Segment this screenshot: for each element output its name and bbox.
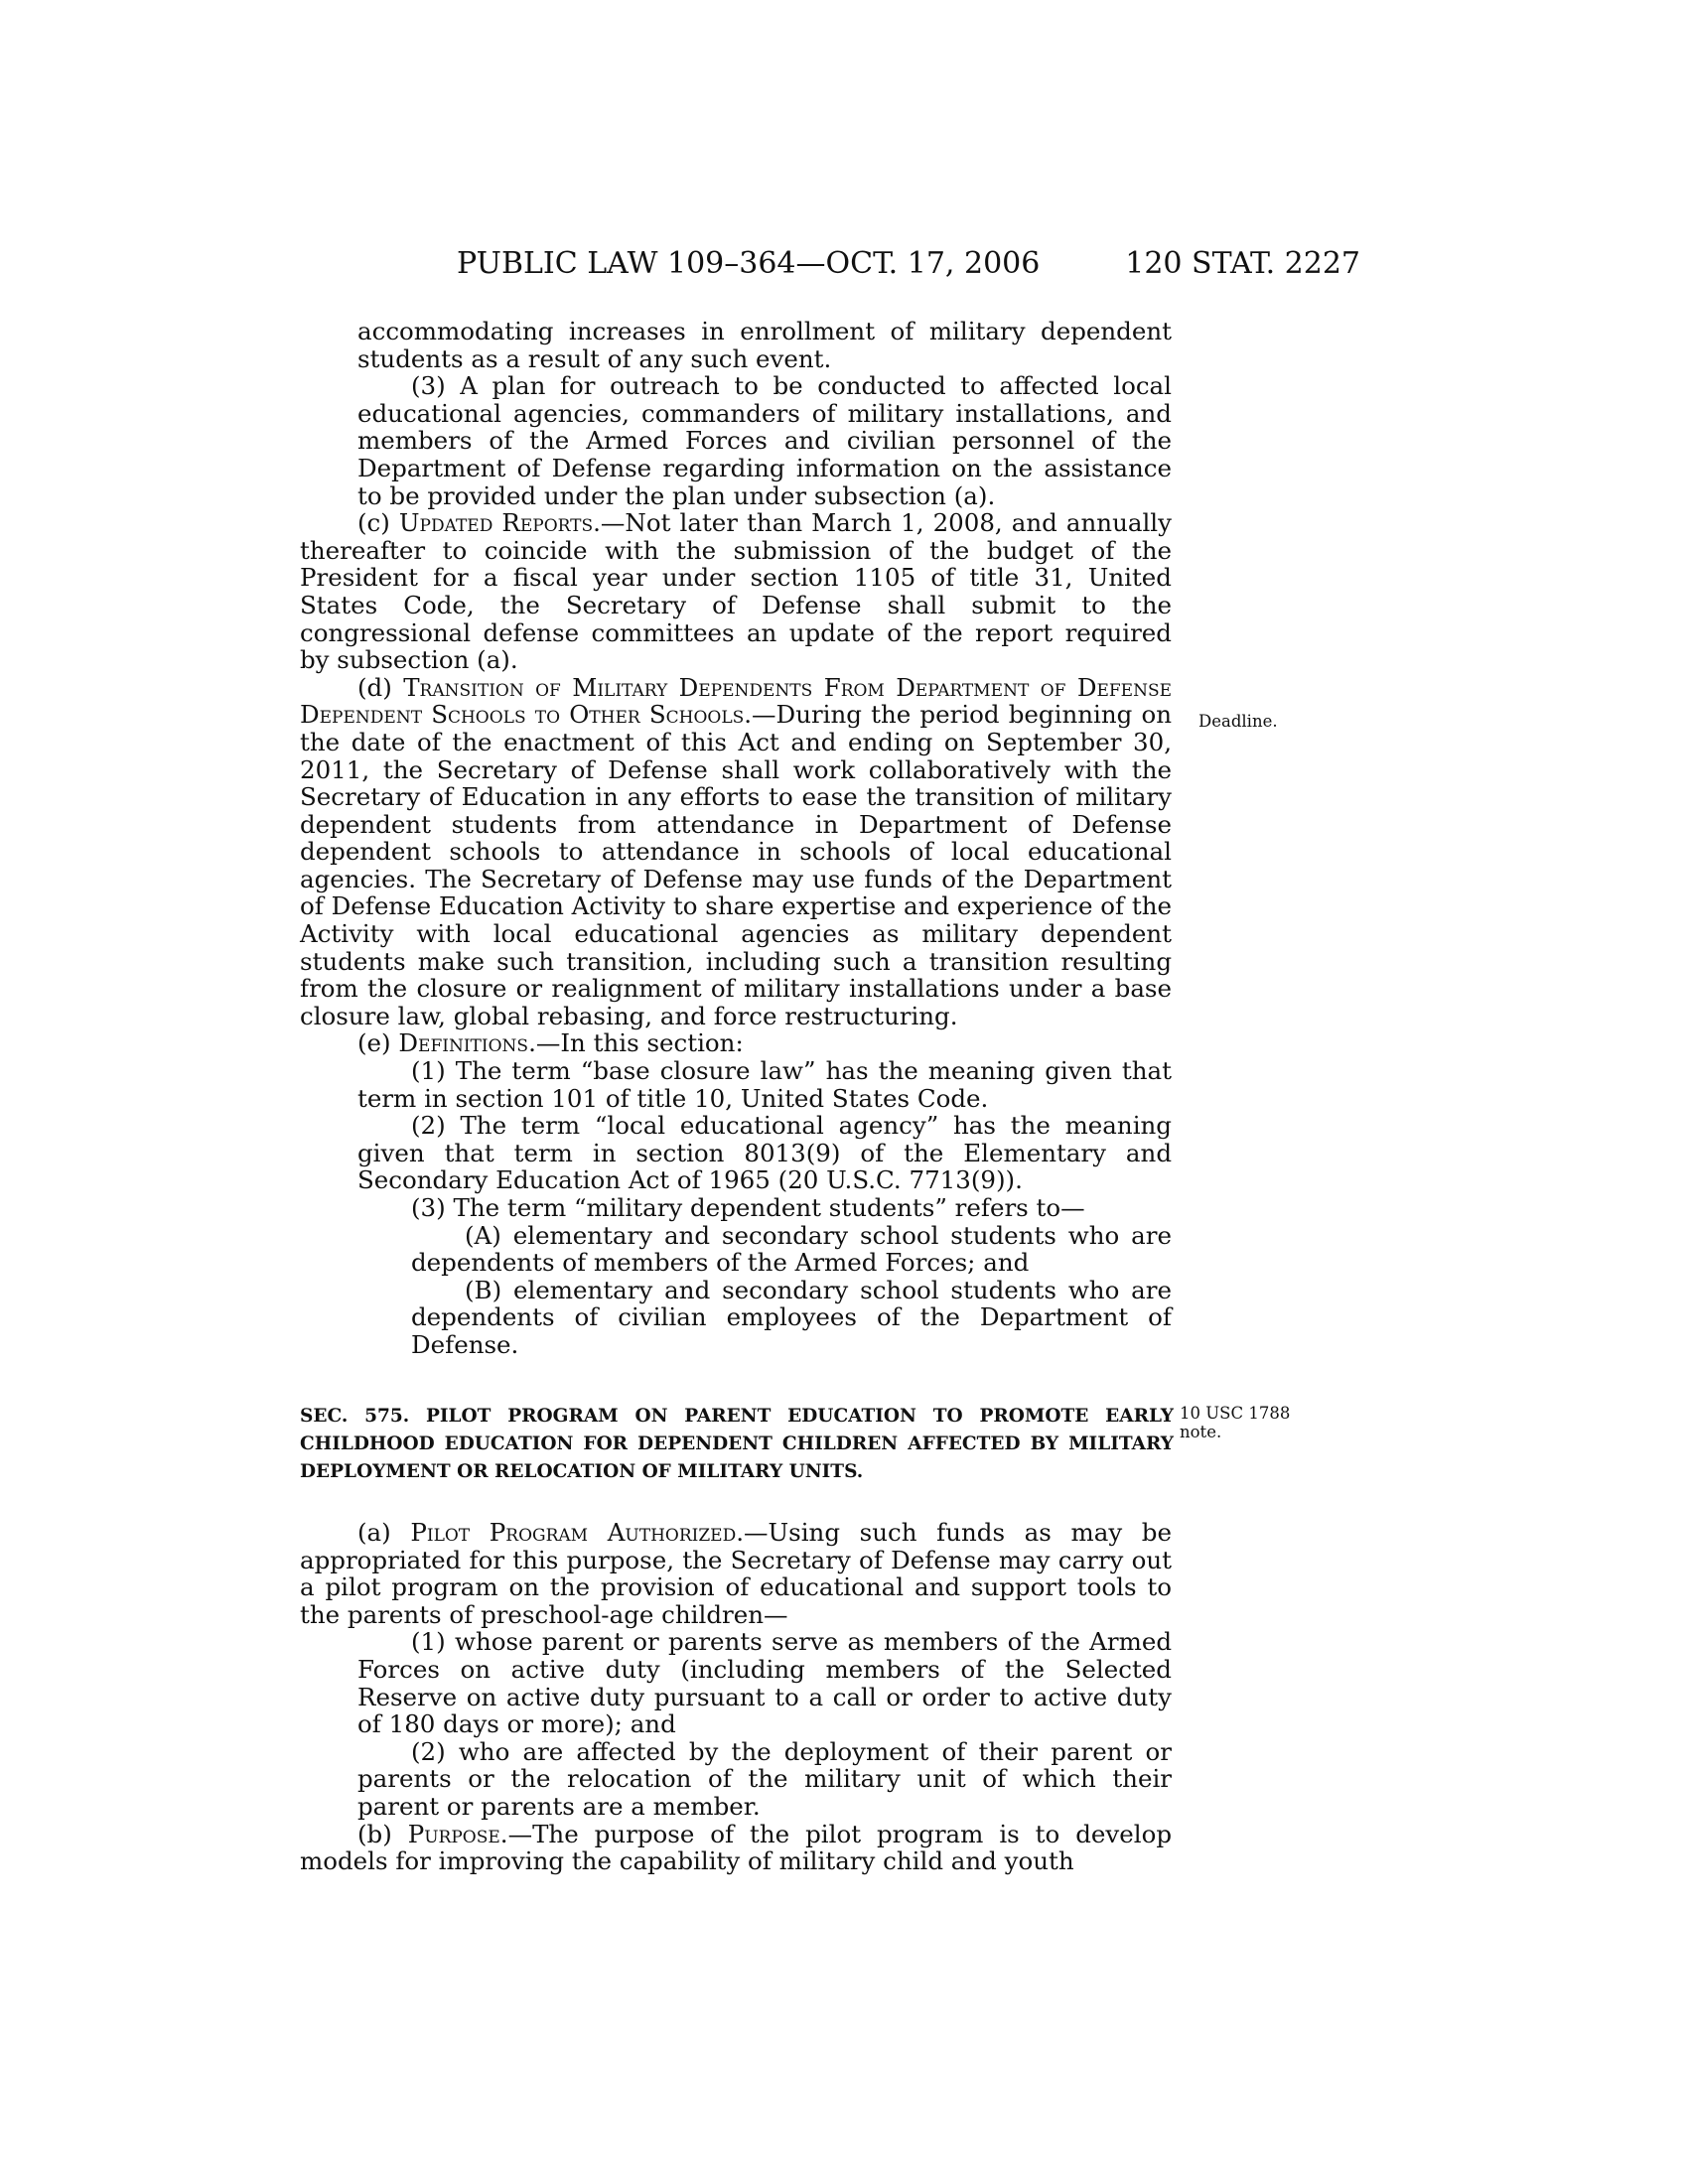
definition-1: (1) The term “base closure law” has the meaning given that term in section 101 of title 10, United States Code.: [357, 1056, 1172, 1113]
definition-3b: (B) elementary and secondary school students who are dependents of civilian employees of the Department of Defense.: [411, 1275, 1172, 1359]
section-body: [300, 1519, 1172, 1875]
paragraph-e: (e) Definitions.—In this section:: [357, 1028, 744, 1058]
paragraph-sec-a: (a) Pilot Program Authorized.—Using such funds as may be appropriated for this purpose, the Secretary of Defense may carry out a pilot program on the provision of educational and support tools to the parents of preschool-age children—: [300, 1518, 1172, 1629]
paragraph-d: (d) Transition of Military Dependents From Department of Defense Dependent Schools to Other Schools.—During the period beginning on the date of the enactment of this Act and ending on September 30, 2011, the Secretary of Defense shall work collaboratively with the Secretary of Education in any efforts to ease the transition of military dependent students from attendance in Department of Defense dependent schools to attendance in schools of local educational agencies. The Secretary of Defense may use funds of the Department of Defense Education Activity to share expertise and experience of the Activity with local educational agencies as military dependent students make such transition, including such a transition resulting from the closure or realignment of military installations under a base closure law, global rebasing, and force restructuring.: [300, 672, 1173, 1030]
caption-updated-reports: Updated Reports.: [398, 508, 601, 538]
caption-purpose: Purpose.: [407, 1819, 508, 1848]
margin-note-usc: 10 USC 1788 note.: [1180, 1404, 1291, 1441]
caption-definitions: Definitions.: [398, 1028, 536, 1058]
caption-transition: Transition of Military Dependents From Department of Defense Dependent Schools to Other Schools.: [300, 672, 1173, 730]
paragraph-sec-b: (b) Purpose.—The purpose of the pilot program is to develop models for improving the capability of military child and youth: [300, 1819, 1172, 1876]
margin-note-deadline: Deadline.: [1198, 712, 1278, 731]
section-heading: SEC. 575. PILOT PROGRAM ON PARENT EDUCATION TO PROMOTE EARLY CHILDHOOD EDUCATION FOR DEPENDENT CHILDREN AFFECTED BY MILITARY DEPLOYMENT OR RELOCATION OF MILITARY UNITS.: [300, 1406, 1174, 1482]
body-text: [300, 318, 1172, 1359]
paragraph-sec-a2: (2) who are affected by the deployment of their parent or parents or the relocation of the military unit of which their parent or parents are a member.: [357, 1736, 1172, 1821]
running-header-stat: 120 STAT. 2227: [1125, 246, 1360, 281]
paragraph-b3: (3) A plan for outreach to be conducted to affected local educational agencies, commanders of military installations, and members of the Armed Forces and civilian personnel of the Department of Defense regarding information on the assistance to be provided under the plan under subsection (a).: [357, 371, 1172, 510]
running-header-title: PUBLIC LAW 109–364—OCT. 17, 2006: [457, 246, 1041, 281]
caption-pilot-program: Pilot Program Authorized.: [410, 1518, 744, 1547]
definition-3: (3) The term “military dependent students” refers to—: [411, 1193, 1085, 1222]
paragraph-continuation: accommodating increases in enrollment of military dependent students as a result of any such event.: [357, 317, 1172, 373]
paragraph-c: (c) Updated Reports.—Not later than March 1, 2008, and annually thereafter to coincide with the submission of the budget of the President for a fiscal year under section 1105 of title 31, United States Code, the Secretary of Defense shall submit to the congressional defense committees an update of the report required by subsection (a).: [300, 508, 1172, 675]
definition-2: (2) The term “local educational agency” has the meaning given that term in section 8013(9) of the Elementary and Secondary Education Act of 1965 (20 U.S.C. 7713(9)).: [357, 1111, 1172, 1195]
definition-3a: (A) elementary and secondary school students who are dependents of members of the Armed Forces; and: [411, 1220, 1172, 1278]
paragraph-sec-a1: (1) whose parent or parents serve as members of the Armed Forces on active duty (including members of the Selected Reserve on active duty pursuant to a call or order to active duty of 180 days or more); and: [357, 1627, 1172, 1739]
